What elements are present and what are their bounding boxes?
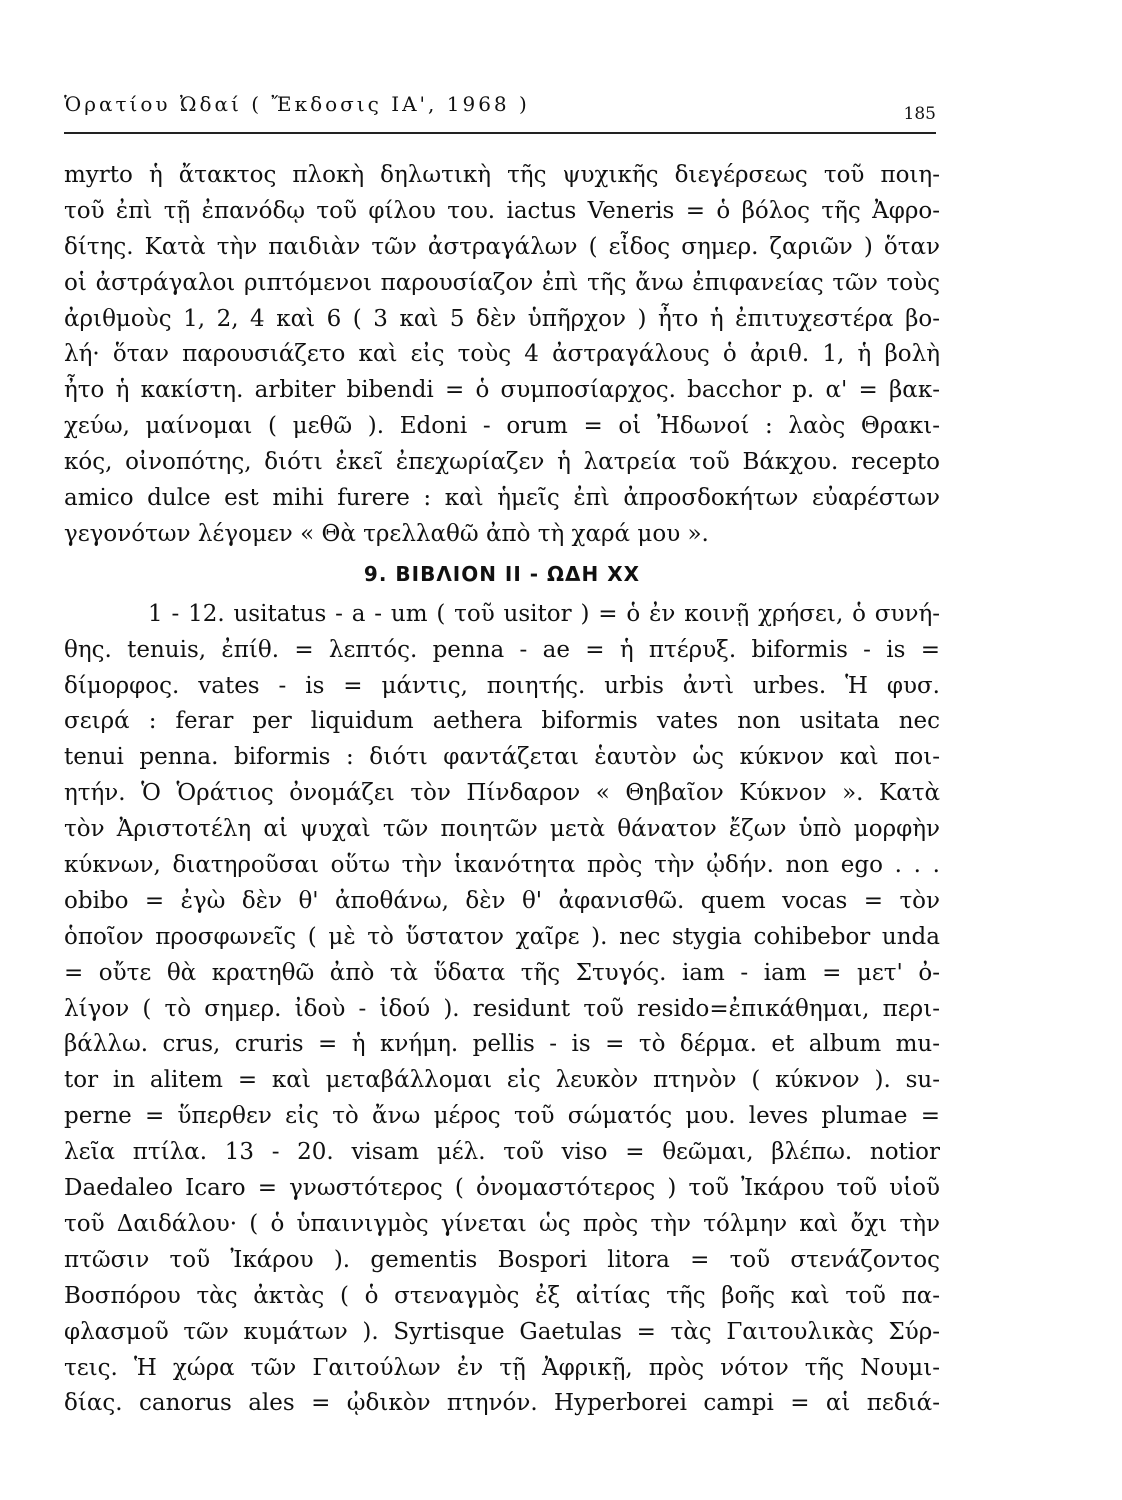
text-line: Daedaleo Icaro = γνωστότερος ( ὀνομαστότερος ) τοῦ Ἰκάρου τοῦ υἱοῦ <box>64 1175 940 1202</box>
text-line: θης. tenuis, ἐπίθ. = λεπτός. penna - ae = ἡ πτέρυξ. biformis - is = <box>64 636 940 663</box>
text-line: τεις. Ἡ χώρα τῶν Γαιτούλων ἐν τῇ Ἀφρικῇ, πρὸς νότον τῆς Νουμι- <box>64 1354 940 1381</box>
text-line: χεύω, μαίνομαι ( μεθῶ ). Edoni - orum = οἱ Ἠδωνοί : λαὸς Θρακι- <box>64 413 940 440</box>
text-line: δίμορφος. vates - is = μάντις, ποιητής. urbis ἀντὶ urbes. Ἡ φυσ. <box>64 672 940 699</box>
page-body <box>64 158 940 1422</box>
text-line: obibo = ἐγὼ δὲν θ' ἀποθάνω, δὲν θ' ἀφανισθῶ. quem vocas = τὸν <box>64 887 940 914</box>
text-line: myrto ἡ ἄτακτος πλοκὴ δηλωτικὴ τῆς ψυχικῆς διεγέρσεως τοῦ ποιη- <box>64 162 940 188</box>
text-line: δίας. canorus ales = ᾠδικὸν πτηνόν. Hyperborei campi = αἱ πεδιά- <box>64 1390 940 1417</box>
section-heading: 9. ΒΙΒΛΙΟΝ II - ΩΔΗ XX <box>363 561 641 586</box>
text-line: κύκνων, διατηροῦσαι οὕτω τὴν ἱκανότητα πρὸς τὴν ᾠδήν. non ego . . . <box>64 852 940 879</box>
text-line: σειρά : ferar per liquidum aethera biformis vates non usitata nec <box>64 708 940 735</box>
text-line: δίτης. Κατὰ τὴν παιδιὰν τῶν ἀστραγάλων ( εἶδος σημερ. ζαριῶν ) ὅταν <box>64 233 940 260</box>
commentary-paragraph-1 <box>64 158 940 553</box>
text-line: πτῶσιν τοῦ Ἰκάρου ). gementis Bospori litora = τοῦ στενάζοντος <box>64 1246 940 1273</box>
text-line: τὸν Ἀριστοτέλη αἱ ψυχαὶ τῶν ποιητῶν μετὰ θάνατον ἔζων ὑπὸ μορφὴν <box>64 816 940 843</box>
page-number: 185 <box>903 104 936 124</box>
text-line: φλασμοῦ τῶν κυμάτων ). Syrtisque Gaetulas = τὰς Γαιτουλικὰς Σύρ- <box>64 1318 940 1345</box>
text-line: = οὔτε θὰ κρατηθῶ ἀπὸ τὰ ὕδατα τῆς Στυγός. iam - iam = μετ' ὀ- <box>64 959 940 986</box>
running-head-title: Ὁρατίου Ὠδαί ( Ἔκδοσις ΙΑ', 1968 ) <box>64 92 530 116</box>
text-line: λεῖα πτίλα. 13 - 20. visam μέλ. τοῦ viso = θεῶμαι, βλέπω. notior <box>64 1139 940 1166</box>
text-line: 1 - 12. usitatus - a - um ( τοῦ usitor ) = ὁ ἐν κοινῇ χρήσει, ὁ συνή- <box>148 600 940 627</box>
text-line: ἦτο ἡ κακίστη. arbiter bibendi = ὁ συμποσίαρχος. bacchor p. α' = βακ- <box>64 377 940 404</box>
text-line: ἀριθμοὺς 1, 2, 4 καὶ 6 ( 3 καὶ 5 δὲν ὑπῆρχον ) ἦτο ἡ ἐπιτυχεστέρα βο- <box>64 305 940 332</box>
text-line: λή· ὅταν παρουσιάζετο καὶ εἰς τοὺς 4 ἀστραγάλους ὁ ἀριθ. 1, ἡ βολὴ <box>64 341 940 368</box>
text-line: tor in alitem = καὶ μεταβάλλομαι εἰς λευκὸν πτηνὸν ( κύκνον ). su- <box>64 1067 940 1094</box>
text-line: tenui penna. biformis : διότι φαντάζεται ἑαυτὸν ὡς κύκνον καὶ ποι- <box>64 744 940 771</box>
text-line: Βοσπόρου τὰς ἀκτὰς ( ὁ στεναγμὸς ἐξ αἰτίας τῆς βοῆς καὶ τοῦ πα- <box>64 1282 940 1309</box>
text-line: ὁποῖον προσφωνεῖς ( μὲ τὸ ὕστατον χαῖρε ). nec stygia cohibebor unda <box>64 923 940 950</box>
text-line: βάλλω. crus, cruris = ἡ κνήμη. pellis - is = τὸ δέρμα. et album mu- <box>64 1031 940 1058</box>
text-line: τοῦ Δαιδάλου· ( ὁ ὑπαινιγμὸς γίνεται ὡς πρὸς τὴν τόλμην καὶ ὄχι τὴν <box>64 1210 940 1237</box>
text-line: λίγον ( τὸ σημερ. ἰδοὺ - ἰδού ). residunt τοῦ resido=ἐπικάθημαι, περι- <box>64 995 940 1022</box>
text-line: γεγονότων λέγομεν « Θὰ τρελλαθῶ ἀπὸ τὴ χαρά μου ». <box>64 520 709 547</box>
text-line: perne = ὕπερθεν εἰς τὸ ἄνω μέρος τοῦ σώματός μου. leves plumae = <box>64 1103 940 1130</box>
text-line: κός, οἰνοπότης, διότι ἐκεῖ ἐπεχωρίαζεν ἡ λατρεία τοῦ Βάκχου. recepto <box>64 449 940 476</box>
running-header <box>64 92 936 134</box>
text-line: τοῦ ἐπὶ τῇ ἐπανόδῳ τοῦ φίλου του. iactus Veneris = ὁ βόλος τῆς Ἀφρο- <box>64 197 940 224</box>
commentary-paragraph-2 <box>64 597 940 1422</box>
text-line: ητήν. Ὁ Ὁράτιος ὀνομάζει τὸν Πίνδαρον « Θηβαῖον Κύκνον ». Κατὰ <box>64 780 940 807</box>
text-line: amico dulce est mihi furere : καὶ ἡμεῖς ἐπὶ ἀπροσδοκήτων εὐαρέστων <box>64 485 940 512</box>
text-line: οἱ ἀστράγαλοι ριπτόμενοι παρουσίαζον ἐπὶ τῆς ἄνω ἐπιφανείας τῶν τοὺς <box>64 269 940 296</box>
